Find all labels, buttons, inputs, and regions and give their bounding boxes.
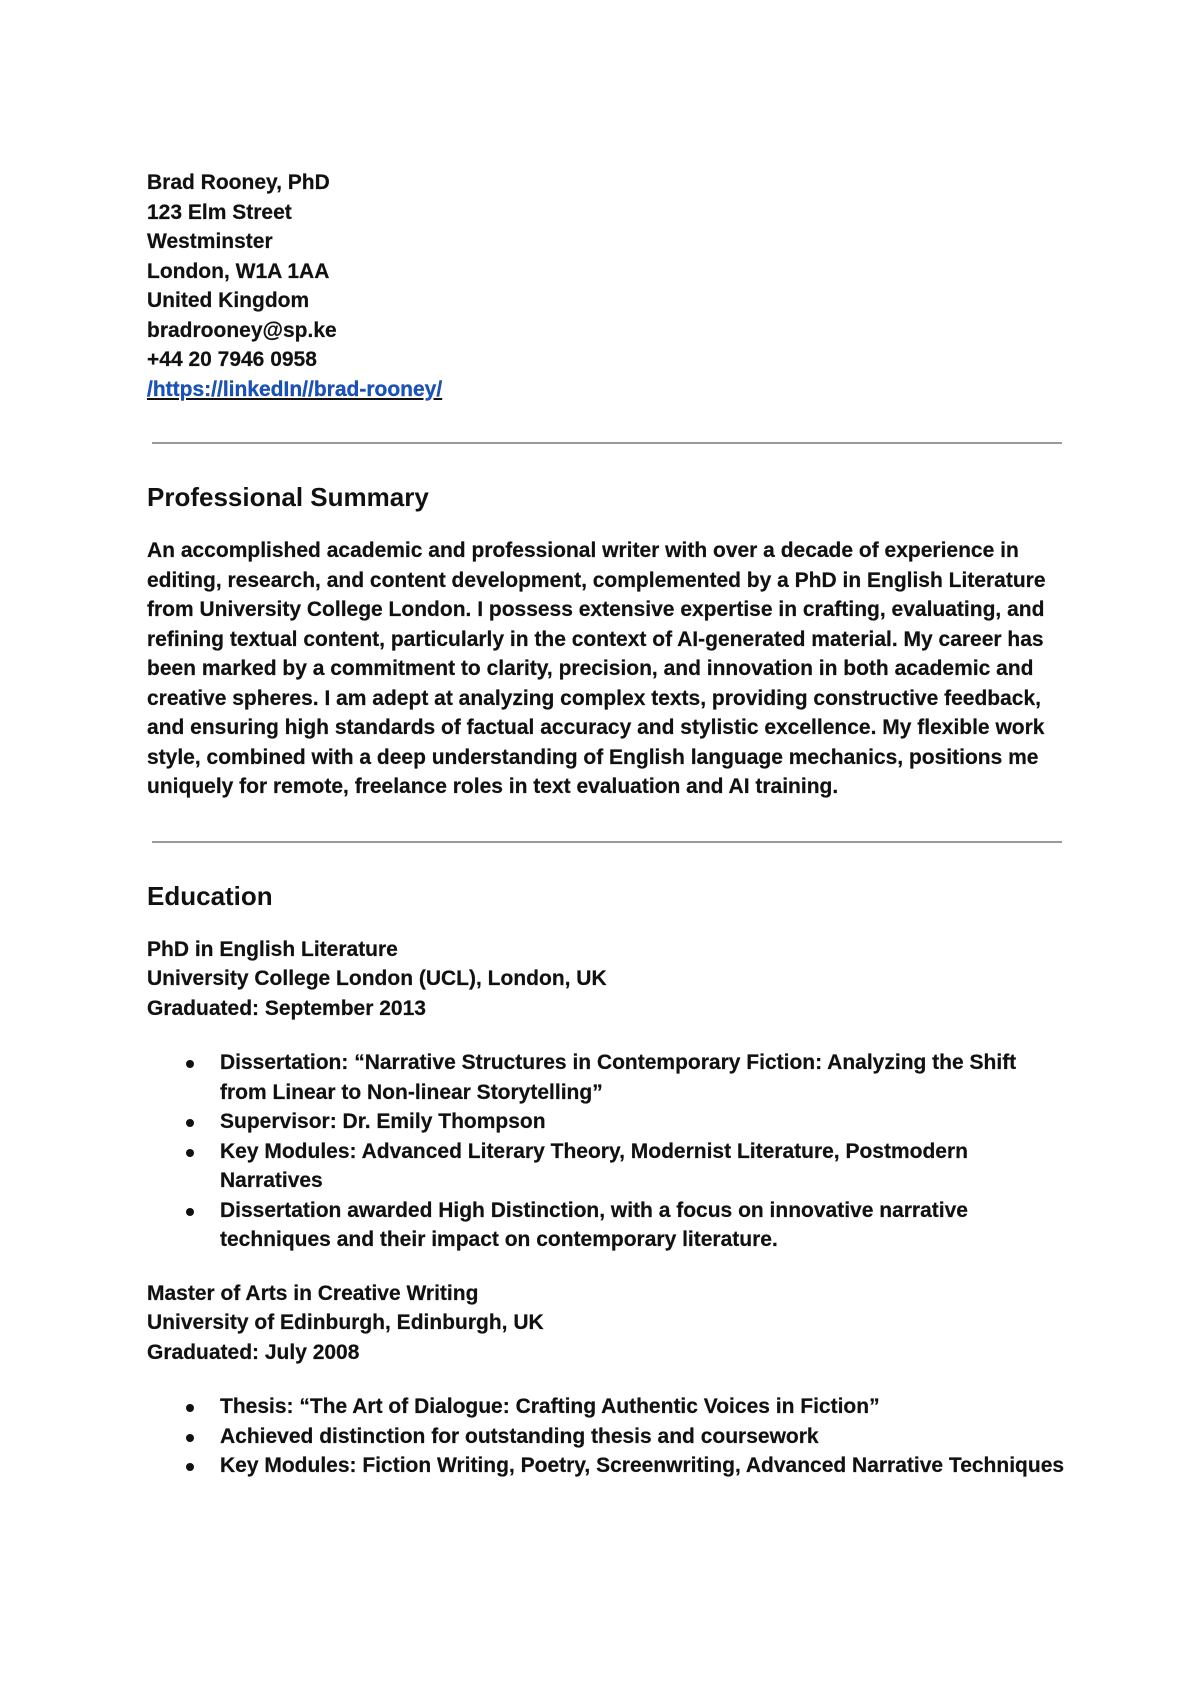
bullet-icon xyxy=(186,1060,194,1068)
list-item-text: Thesis: “The Art of Dialogue: Crafting Authentic Voices in Fiction” xyxy=(220,1395,880,1418)
education-entry xyxy=(147,935,1067,1255)
linkedin-link[interactable]: /https://linkedIn//brad-rooney/ xyxy=(147,377,443,401)
list-item-text: Supervisor: Dr. Emily Thompson xyxy=(220,1110,546,1133)
institution: University College London (UCL), London, UK xyxy=(147,967,607,990)
list-item-text: Key Modules: Advanced Literary Theory, Modernist Literature, Postmodern Narratives xyxy=(220,1139,968,1192)
contact-email: bradrooney@sp.ke xyxy=(147,318,337,342)
list-item-text: Dissertation: “Narrative Structures in Contemporary Fiction: Analyzing the Shift from Linear to Non-linear Storytelling” xyxy=(220,1051,1017,1104)
section-divider xyxy=(152,442,1062,444)
contact-name: Brad Rooney, PhD xyxy=(147,171,330,194)
bullet-icon xyxy=(186,1463,194,1471)
summary-text: An accomplished academic and professional writer with over a decade of experience in editing, research, and content development, complemented by a PhD in English Literature from University College London. I possess extensive expertise in crafting, evaluating, and refining textual content, particularly in the context of AI-generated material. My career has been marked by a commitment to clarity, precision, and innovation in both academic and creative spheres. I am adept at analyzing complex texts, providing constructive feedback, and ensuring high standards of factual accuracy and stylistic excellence. My flexible work style, combined with a deep understanding of English language mechanics, positions me uniquely for remote, freelance roles in text evaluation and AI training. xyxy=(147,539,1046,798)
list-item xyxy=(147,1392,1067,1422)
contact-city: London, W1A 1AA xyxy=(147,259,330,283)
contact-block xyxy=(147,168,1067,404)
bullet-icon xyxy=(186,1208,194,1216)
summary-heading: Professional Summary xyxy=(147,482,429,512)
graduation-date: Graduated: September 2013 xyxy=(147,996,426,1020)
contact-street: 123 Elm Street xyxy=(147,200,292,224)
degree-title: PhD in English Literature xyxy=(147,937,398,961)
list-item xyxy=(147,1048,1067,1107)
list-item xyxy=(147,1196,1067,1255)
list-item-text: Dissertation awarded High Distinction, with a focus on innovative narrative techniques and their impact on contemporary literature. xyxy=(220,1198,968,1251)
education-details-list xyxy=(147,1392,1067,1481)
section-divider xyxy=(152,841,1062,843)
list-item xyxy=(147,1137,1067,1196)
bullet-icon xyxy=(186,1149,194,1157)
list-item xyxy=(147,1451,1067,1481)
list-item xyxy=(147,1107,1067,1137)
bullet-icon xyxy=(186,1434,194,1442)
degree-title: Master of Arts in Creative Writing xyxy=(147,1281,479,1305)
bullet-icon xyxy=(186,1404,194,1412)
institution: University of Edinburgh, Edinburgh, UK xyxy=(147,1311,544,1334)
contact-phone: +44 20 7946 0958 xyxy=(147,348,317,371)
education-details-list xyxy=(147,1048,1067,1255)
list-item xyxy=(147,1422,1067,1452)
education-heading: Education xyxy=(147,880,273,911)
list-item-text: Key Modules: Fiction Writing, Poetry, Screenwriting, Advanced Narrative Techniques xyxy=(220,1454,1065,1477)
education-entry xyxy=(147,1279,1067,1481)
contact-district: Westminster xyxy=(147,230,273,253)
graduation-date: Graduated: July 2008 xyxy=(147,1340,360,1364)
bullet-icon xyxy=(186,1119,194,1127)
list-item-text: Achieved distinction for outstanding thesis and coursework xyxy=(220,1424,819,1448)
resume-page xyxy=(147,168,1067,1481)
contact-country: United Kingdom xyxy=(147,289,310,312)
